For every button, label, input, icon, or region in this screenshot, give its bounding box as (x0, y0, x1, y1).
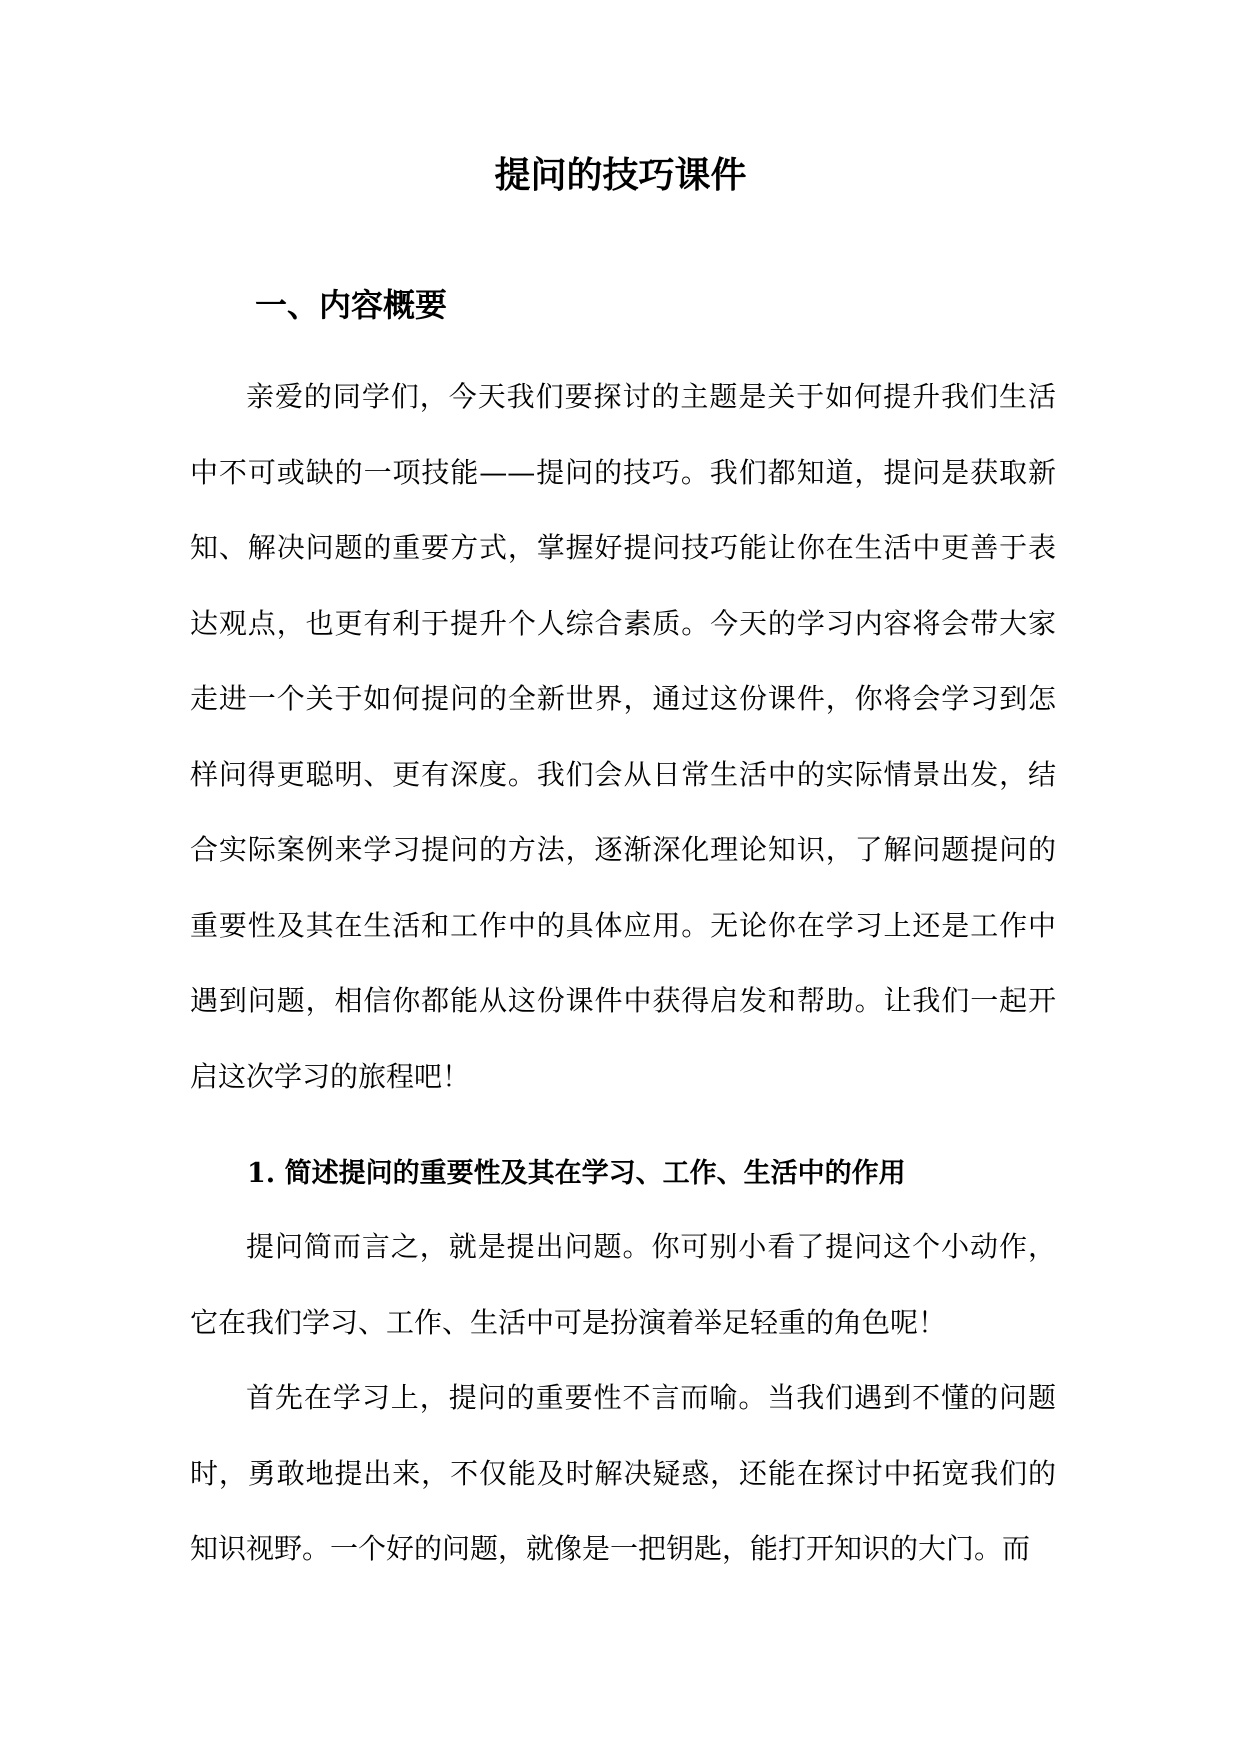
document-title: 提问的技巧课件 (494, 154, 747, 196)
subsection-heading-importance: 1. 简述提问的重要性及其在学习、工作、生活中的作用 (247, 1158, 906, 1189)
importance-paragraph-2: 首先在学习上，提问的重要性不言而喻。当我们遇到不懂的问题时，勇敢地提出来，不仅能及时解决疑惑，还能在探讨中拓宽我们的知识视野。一个好的问题，就像是一把钥匙，能打开知识的大门。而 (190, 1381, 1056, 1565)
overview-paragraph: 亲爱的同学们，今天我们要探讨的主题是关于如何提升我们生活中不可或缺的一项技能——提问的技巧。我们都知道，提问是获取新知、解决问题的重要方式，掌握好提问技巧能让你在生活中更善于表达观点，也更有利于提升个人综合素质。今天的学习内容将会带大家走进一个关于如何提问的全新世界，通过这份课件，你将会学习到怎样问得更聪明、更有深度。我们会从日常生活中的实际情景出发，结合实际案例来学习提问的方法，逐渐深化理论知识，了解问题提问的重要性及其在生活和工作中的具体应用。无论你在学习上还是工作中遇到问题，相信你都能从这份课件中获得启发和帮助。让我们一起开启这次学习的旅程吧！ (190, 380, 1056, 1093)
importance-paragraph-1: 提问简而言之，就是提出问题。你可别小看了提问这个小动作，它在我们学习、工作、生活中可是扮演着举足轻重的角色呢！ (190, 1230, 1056, 1339)
section-heading-overview: 一、内容概要 (255, 286, 448, 324)
